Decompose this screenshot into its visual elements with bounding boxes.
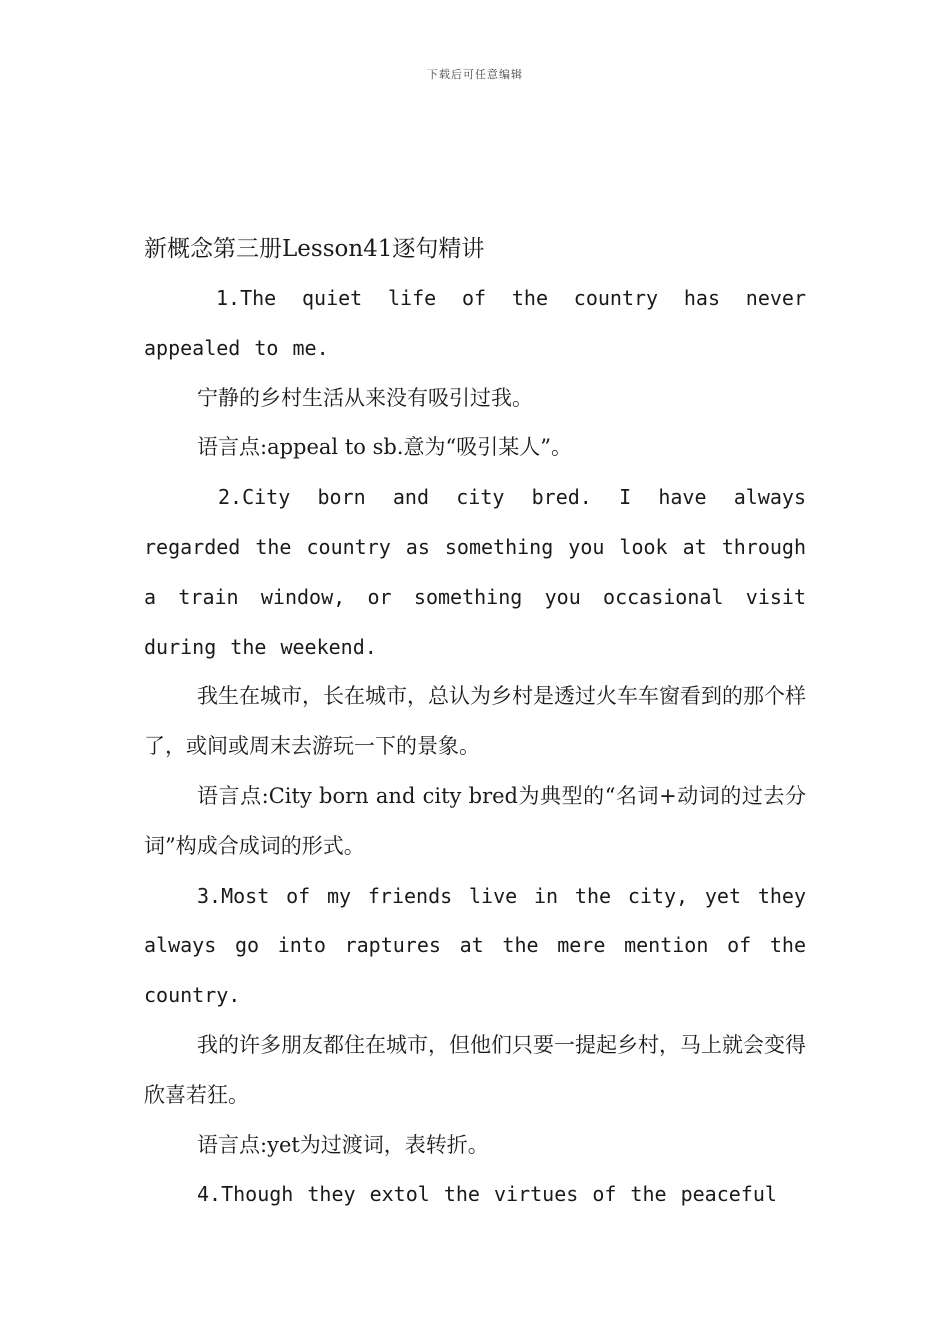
sentence-3-english: 3.Most of my friends live in the city, yet they always go into raptures at the mere mention of the country. — [144, 883, 806, 1008]
document-body — [144, 224, 806, 1220]
sentence-1-translation: 宁静的乡村生活从来没有吸引过我。 — [197, 385, 533, 410]
sentence-3-translation: 我的许多朋友都住在城市，但他们只要一提起乡村，马上就会变得欣喜若狂。 — [144, 1032, 806, 1107]
page-header-note: 下载后可任意编辑 — [427, 68, 523, 81]
sentence-2-english: 2.City born and city bred. I have always regarded the country as something you look at through a train window, or something you occasional visit during the weekend. — [144, 485, 806, 659]
sentence-1-english: 1.The quiet life of the country has never appealed to me. — [144, 286, 806, 360]
sentence-1-language-point: 语言点:appeal to sb.意为“吸引某人”。 — [197, 435, 572, 460]
sentence-4-english: 4.Though they extol the virtues of the peaceful — [197, 1182, 777, 1207]
sentence-2-language-point: 语言点:City born and city bred为典型的“名词+动词的过去分词”构成合成词的形式。 — [144, 783, 806, 858]
document-title: 新概念第三册Lesson41逐句精讲 — [144, 236, 485, 262]
sentence-3-language-point: 语言点:yet为过渡词，表转折。 — [197, 1132, 489, 1157]
sentence-2-translation: 我生在城市，长在城市，总认为乡村是透过火车车窗看到的那个样了，或间或周末去游玩一下的景象。 — [144, 684, 806, 759]
